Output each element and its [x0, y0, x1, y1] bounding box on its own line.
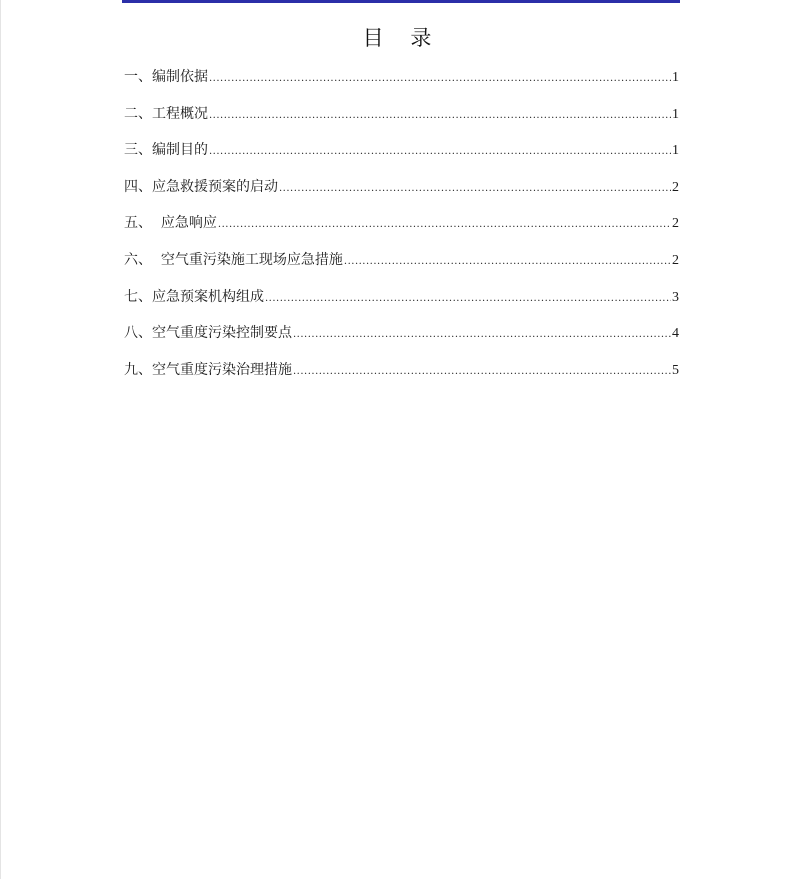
toc-entry-8[interactable]: [124, 322, 679, 359]
toc-leader-dots: [293, 366, 671, 377]
toc-entry-1[interactable]: [124, 66, 679, 103]
toc-entry-page: 1: [672, 70, 679, 85]
toc-entry-page: 3: [672, 289, 679, 305]
table-of-contents: [124, 66, 679, 395]
toc-entry-label: 一、编制依据: [124, 69, 208, 85]
toc-leader-dots: [344, 256, 671, 267]
toc-entry-page: 2: [672, 216, 679, 232]
toc-entry-label: 八、空气重度污染控制要点: [124, 325, 292, 342]
toc-entry-page: 4: [672, 326, 679, 342]
toc-leader-dots: [218, 219, 671, 230]
toc-leader-dots: [209, 73, 671, 84]
toc-leader-dots: [209, 110, 671, 121]
toc-entry-2[interactable]: [124, 103, 679, 140]
toc-entry-page: 2: [672, 252, 679, 268]
toc-entry-label: 五、 应急响应: [124, 215, 217, 232]
toc-entry-label: 九、空气重度污染治理措施: [124, 361, 292, 378]
toc-entry-label: 六、 空气重污染施工现场应急措施: [124, 251, 343, 268]
toc-entry-page: 2: [672, 179, 679, 195]
toc-entry-label: 七、应急预案机构组成: [124, 288, 264, 305]
toc-entry-label: 四、应急救援预案的启动: [124, 178, 278, 195]
toc-leader-dots: [293, 329, 671, 340]
header-rule: [122, 0, 680, 3]
toc-entry-4[interactable]: [124, 176, 679, 213]
toc-entry-5[interactable]: [124, 212, 679, 249]
toc-leader-dots: [279, 183, 671, 194]
toc-entry-page: 1: [672, 106, 679, 122]
toc-entry-label: 二、工程概况: [124, 105, 208, 122]
toc-entry-page: 5: [672, 362, 679, 378]
toc-entry-9[interactable]: [124, 359, 679, 396]
toc-entry-7[interactable]: [124, 286, 679, 323]
toc-entry-page: 1: [672, 143, 679, 159]
toc-entry-6[interactable]: [124, 249, 679, 286]
toc-leader-dots: [265, 293, 671, 304]
toc-leader-dots: [209, 146, 671, 157]
toc-title: 目 录: [362, 26, 442, 50]
toc-entry-label: 三、编制目的: [124, 142, 208, 159]
toc-entry-3[interactable]: [124, 139, 679, 176]
